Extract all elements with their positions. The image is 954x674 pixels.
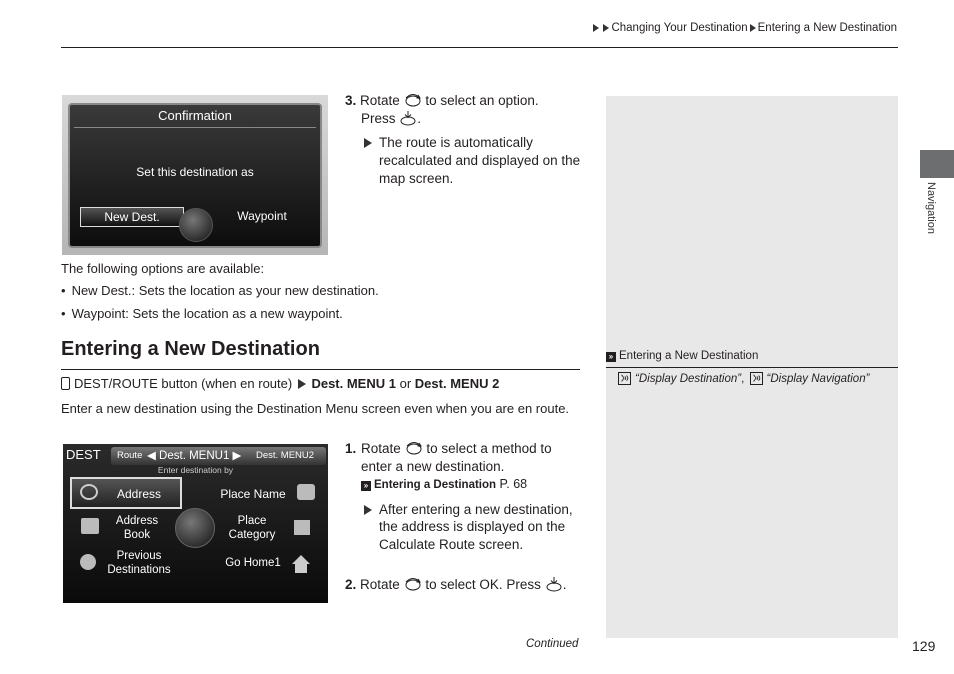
breadcrumb-chapter: Changing Your Destination: [611, 22, 748, 34]
place-name-icon: [297, 484, 315, 500]
step-1-result: After entering a new destination, the address is displayed on the Calculate Route screen.: [379, 501, 573, 552]
confirmation-screenshot: [62, 95, 328, 255]
menu-place-category-button[interactable]: Place Category: [228, 515, 276, 541]
voice-command-icon: [750, 372, 763, 385]
interface-dial-icon: [175, 508, 215, 548]
options-intro: The following options are available:: [61, 261, 265, 276]
rotate-dial-icon: [404, 92, 422, 108]
menu-go-home-button[interactable]: Go Home1: [225, 557, 281, 569]
side-tab-block: [920, 150, 954, 178]
sidebar-voice-commands: “Display Destination”, “Display Navigation”: [618, 372, 888, 387]
breadcrumb-arrow-icon: [593, 24, 599, 32]
section-rule: [61, 369, 580, 370]
menu-address-button[interactable]: Address: [116, 487, 162, 501]
menu-place-name-button[interactable]: Place Name: [220, 487, 286, 501]
tab-dest-menu2[interactable]: Dest. MENU2: [256, 450, 315, 461]
continued-note: Continued: [526, 638, 579, 650]
step-2: 2. Rotate to select OK. Press .: [345, 577, 567, 592]
result-arrow-icon: [364, 138, 372, 148]
press-dial-icon: [399, 110, 417, 126]
place-category-icon: [294, 520, 310, 535]
step-1: 1. Rotate to select a method to enter a new destination. » Entering a Destination P. 68 After entering a new destination, the address is displayed on the Calculate Route screen.: [345, 440, 585, 553]
waypoint-button[interactable]: Waypoint: [237, 209, 287, 223]
rotate-dial-icon: [405, 440, 423, 456]
breadcrumb-arrow-icon: [603, 24, 609, 32]
breadcrumb-arrow-icon: [750, 24, 756, 32]
step-3-result: The route is automatically recalculated and displayed on the map screen.: [379, 135, 581, 186]
tab-dest-menu1[interactable]: ◀ Dest. MENU1 ▶: [147, 450, 242, 462]
breadcrumb: [591, 22, 897, 34]
tab-route[interactable]: Route: [117, 450, 143, 461]
option-term: New Dest.: [71, 283, 132, 298]
xref-link[interactable]: » Entering a Destination P. 68: [345, 476, 585, 495]
voice-command-icon: [618, 372, 631, 385]
menu-previous-destinations-button[interactable]: Previous Destinations: [107, 550, 171, 576]
previous-destinations-icon: [80, 554, 96, 570]
xref-icon: »: [361, 481, 371, 491]
step-3: 3. Rotate to select an option. Press . The route is automatically recalculated and displayed on the map screen.: [345, 93, 581, 186]
breadcrumb-section: Entering a New Destination: [757, 22, 897, 34]
home-icon-body: [295, 564, 307, 573]
sidebar-rule: [606, 367, 898, 368]
section-title: Entering a New Destination: [61, 338, 320, 360]
address-book-icon: [81, 518, 99, 534]
rotate-dial-icon: [404, 576, 422, 592]
new-dest-button[interactable]: New Dest.: [80, 207, 184, 227]
result-arrow-icon: [364, 505, 372, 515]
dialog-divider: [74, 127, 316, 128]
page-number: 129: [912, 638, 936, 654]
option-new-dest: • New Dest.: Sets the location as your new destination.: [61, 283, 379, 298]
dialog-title: Confirmation: [158, 108, 232, 123]
menu-path: DEST/ROUTE button (when en route) Dest. MENU 1 or Dest. MENU 2: [61, 376, 499, 391]
dest-label: DEST: [66, 447, 101, 462]
path-arrow-icon: [298, 379, 306, 389]
option-term: Waypoint: [71, 306, 126, 321]
home-button-icon: [61, 377, 70, 390]
menu-address-book-button[interactable]: Address Book: [115, 515, 159, 541]
xref-icon: »: [606, 352, 616, 362]
address-icon: [80, 484, 98, 500]
sidebar-title: » Entering a New Destination: [606, 350, 758, 362]
menu-subtitle: Enter destination by: [157, 465, 234, 475]
side-tab-label: Navigation: [925, 182, 937, 234]
press-dial-icon: [545, 576, 563, 592]
home-icon: [292, 555, 310, 564]
destination-menu-screenshot: [63, 444, 328, 603]
option-waypoint: • Waypoint: Sets the location as a new waypoint.: [61, 306, 343, 321]
interface-dial-icon: [179, 208, 213, 242]
dialog-message: Set this destination as: [136, 165, 254, 179]
header-rule: [61, 47, 898, 48]
section-intro: Enter a new destination using the Destination Menu screen even when you are en route.: [61, 401, 570, 416]
